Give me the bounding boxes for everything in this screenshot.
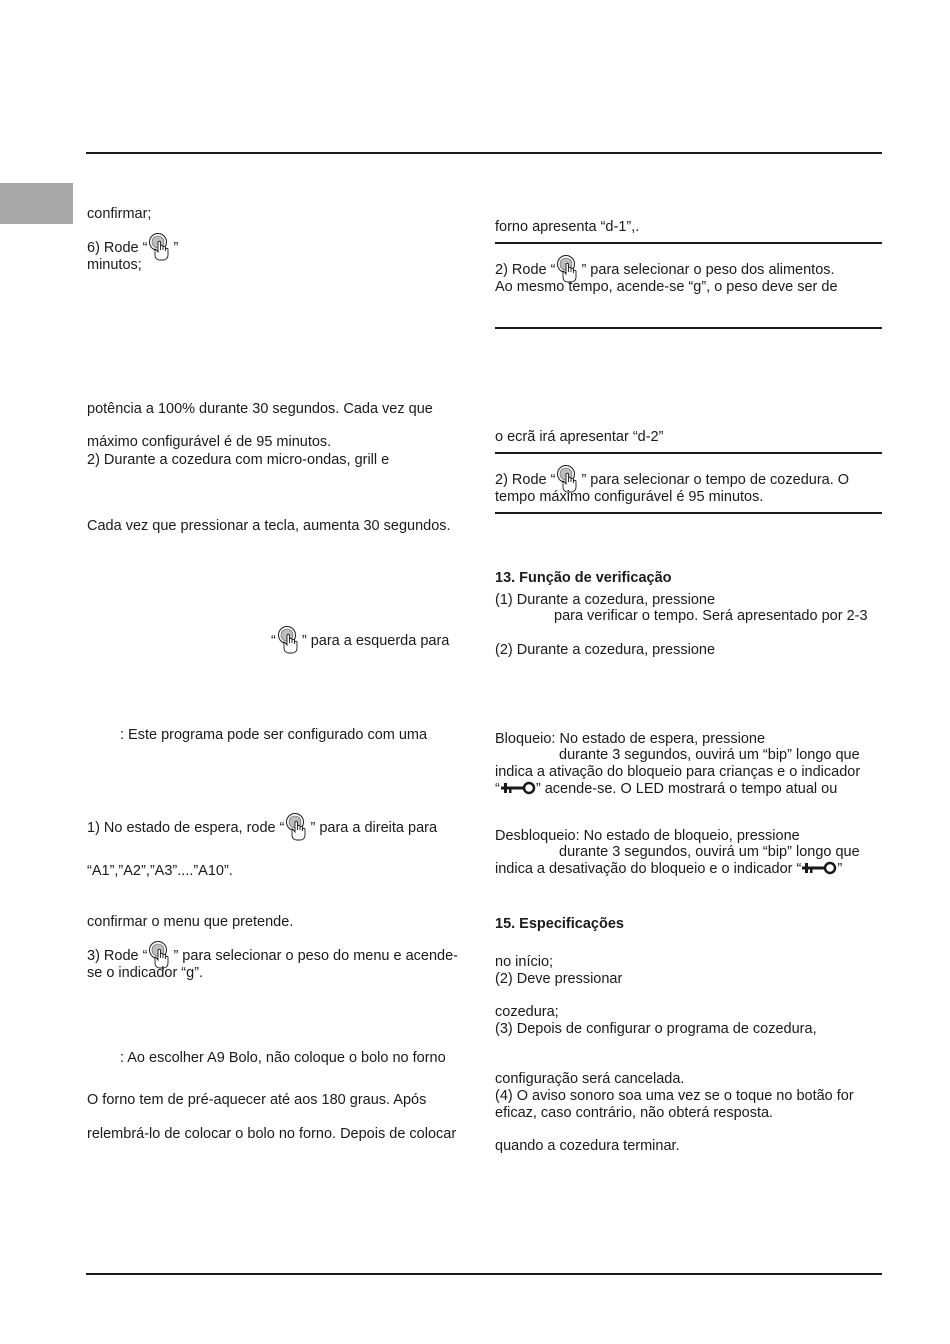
- text-line: 2) Durante a cozedura com micro-ondas, grill e: [87, 452, 390, 468]
- text-line: confirmar o menu que pretende.: [87, 914, 294, 930]
- header-rule: [86, 152, 882, 154]
- text-line: no início;: [495, 954, 554, 970]
- text-line: o ecrã irá apresentar “d-2”: [495, 429, 664, 445]
- text-line: Bloqueio: No estado de espera, pressione: [495, 731, 766, 747]
- text-line: indica a desativação do bloqueio e o indicador “ ”: [495, 861, 843, 877]
- table-rule: [495, 452, 882, 454]
- text-line: 2) Rode “ ” para selecionar o peso dos alimentos.: [495, 254, 835, 284]
- text-line: “ ” acende-se. O LED mostrará o tempo atual ou: [495, 781, 838, 797]
- text-line: (2) Durante a cozedura, pressione: [495, 642, 716, 658]
- text-line: 1) No estado de espera, rode “ ” para a direita para: [87, 812, 437, 842]
- section-heading: 13. Função de verificação: [495, 570, 672, 586]
- table-rule: [495, 242, 882, 244]
- text-line: (2) Deve pressionar: [495, 971, 623, 987]
- knob-hand-icon: [283, 812, 311, 842]
- text-line: forno apresenta “d-1”,.: [495, 219, 640, 235]
- table-rule: [495, 327, 882, 329]
- knob-hand-icon: [146, 232, 174, 262]
- child-lock-key-icon: [500, 781, 536, 795]
- text-line: Cada vez que pressionar a tecla, aumenta 30 segundos.: [87, 518, 451, 534]
- text-line: (1) Durante a cozedura, pressione: [495, 592, 716, 608]
- text-line: confirmar;: [87, 206, 152, 222]
- text-line: durante 3 segundos, ouvirá um “bip” longo que: [559, 844, 860, 860]
- text-line: indica a ativação do bloqueio para crianças e o indicador: [495, 764, 861, 780]
- text-line: (3) Depois de configurar o programa de cozedura,: [495, 1021, 817, 1037]
- text-line: (4) O aviso sonoro soa uma vez se o toque no botão for: [495, 1088, 854, 1104]
- text-line: tempo máximo configurável é 95 minutos.: [495, 489, 764, 505]
- text-line: se o indicador “g”.: [87, 965, 204, 981]
- text-line: : Ao escolher A9 Bolo, não coloque o bolo no forno: [120, 1050, 446, 1066]
- knob-hand-icon: [275, 625, 303, 655]
- text-line: minutos;: [87, 257, 142, 273]
- child-lock-key-icon: [801, 861, 837, 875]
- text-line: 3) Rode “ ” para selecionar o peso do menu e acende-: [87, 940, 458, 970]
- text-line: O forno tem de pré-aquecer até aos 180 graus. Após: [87, 1092, 427, 1108]
- text-line: para verificar o tempo. Será apresentado por 2-3: [554, 608, 868, 624]
- footer-rule: [86, 1273, 882, 1275]
- text-line: relembrá-lo de colocar o bolo no forno. Depois de colocar: [87, 1126, 457, 1142]
- text-line: cozedura;: [495, 1004, 559, 1020]
- text-line: potência a 100% durante 30 segundos. Cada vez que: [87, 401, 433, 417]
- section-heading: 15. Especificações: [495, 916, 624, 932]
- text-line: configuração será cancelada.: [495, 1071, 685, 1087]
- text-line: “ ” para a esquerda para: [271, 625, 449, 655]
- text-line: eficaz, caso contrário, não obterá resposta.: [495, 1105, 774, 1121]
- text-line: “A1”,”A2”,”A3”....”A10”.: [87, 863, 233, 879]
- language-tab-marker: [0, 183, 73, 224]
- text-line: : Este programa pode ser configurado com uma: [120, 727, 428, 743]
- table-rule: [495, 512, 882, 514]
- text-line: 6) Rode “ ”: [87, 232, 178, 262]
- text-line: durante 3 segundos, ouvirá um “bip” longo que: [559, 747, 860, 763]
- text-line: Ao mesmo tempo, acende-se “g”, o peso deve ser de: [495, 279, 838, 295]
- text-line: quando a cozedura terminar.: [495, 1138, 680, 1154]
- text-line: máximo configurável é de 95 minutos.: [87, 434, 332, 450]
- text-line: 2) Rode “ ” para selecionar o tempo de cozedura. O: [495, 464, 849, 494]
- text-line: Desbloqueio: No estado de bloqueio, pressione: [495, 828, 800, 844]
